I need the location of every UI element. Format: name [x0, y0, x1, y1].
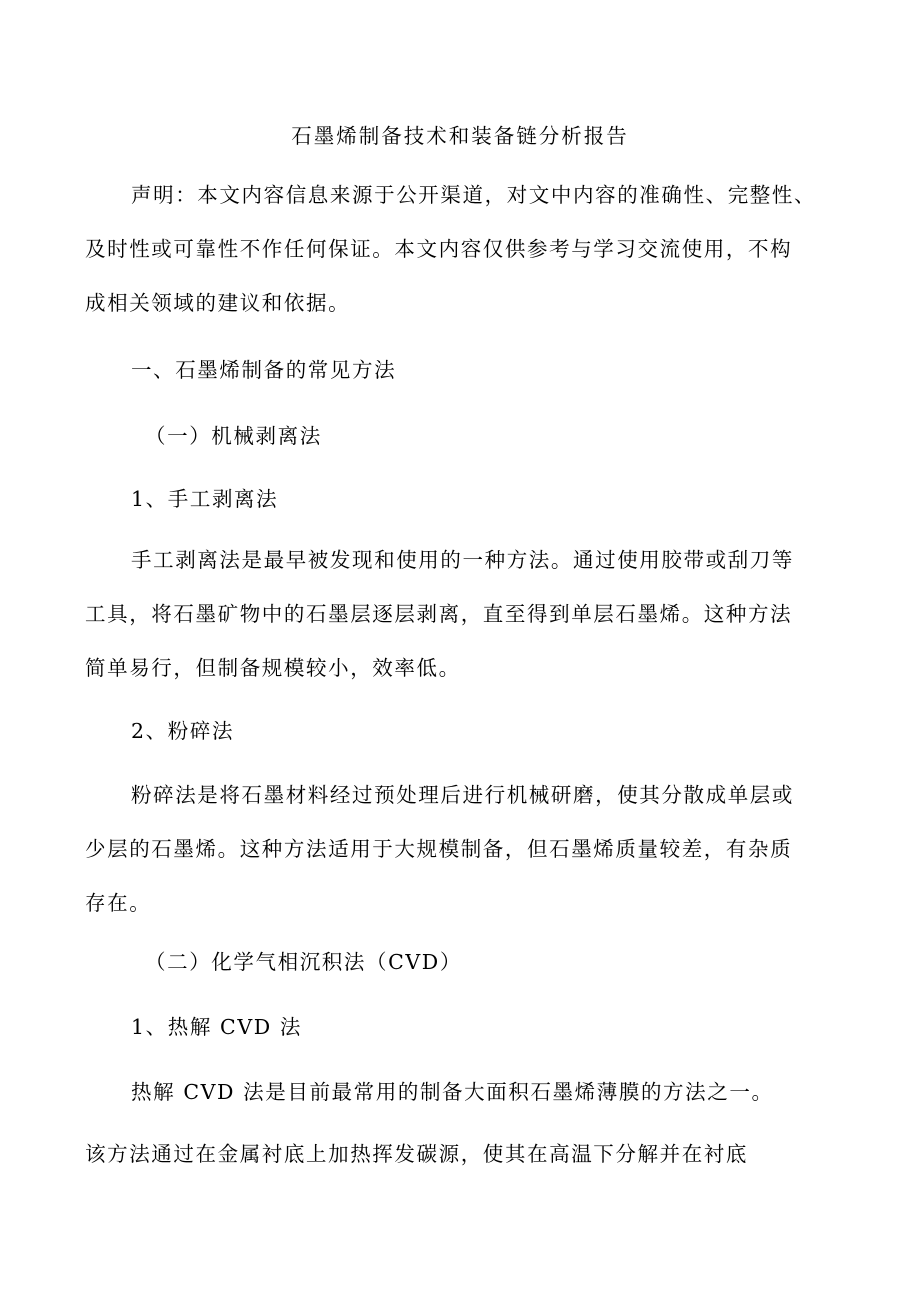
item-heading-1: 1、手工剥离法 — [131, 487, 279, 511]
paragraph-2-line-1: 粉碎法是将石墨材料经过预处理后进行机械研磨，使其分散成单层或 — [131, 783, 794, 807]
disclaimer-line-2: 及时性或可靠性不作任何保证。本文内容仅供参考与学习交流使用，不构 — [85, 237, 793, 261]
paragraph-1-line-1: 手工剥离法是最早被发现和使用的一种方法。通过使用胶带或刮刀等 — [131, 548, 794, 572]
paragraph-3-line-1: 热解 CVD 法是目前最常用的制备大面积石墨烯薄膜的方法之一。 — [131, 1080, 774, 1104]
disclaimer-line-1: 声明：本文内容信息来源于公开渠道，对文中内容的准确性、完整性、 — [131, 183, 817, 207]
subsection-heading-2: （二）化学气相沉积法（CVD） — [145, 950, 462, 974]
disclaimer-line-3: 成相关领域的建议和依据。 — [85, 291, 351, 315]
paragraph-1-line-2: 工具，将石墨矿物中的石墨层逐层剥离，直至得到单层石墨烯。这种方法 — [85, 602, 793, 626]
paragraph-1-line-3: 简单易行，但制备规模较小，效率低。 — [85, 656, 461, 680]
section-heading-1: 一、石墨烯制备的常见方法 — [131, 358, 397, 382]
item-heading-3: 1、热解 CVD 法 — [131, 1015, 303, 1039]
item-heading-2: 2、粉碎法 — [131, 719, 235, 743]
document-title: 石墨烯制备技术和装备链分析报告 — [291, 124, 629, 148]
subsection-heading-1: （一）机械剥离法 — [145, 424, 322, 448]
paragraph-2-line-2: 少层的石墨烯。这种方法适用于大规模制备，但石墨烯质量较差，有杂质 — [85, 837, 793, 861]
paragraph-2-line-3: 存在。 — [85, 891, 152, 915]
paragraph-3-line-2: 该方法通过在金属衬底上加热挥发碳源，使其在高温下分解并在衬底 — [85, 1142, 748, 1166]
